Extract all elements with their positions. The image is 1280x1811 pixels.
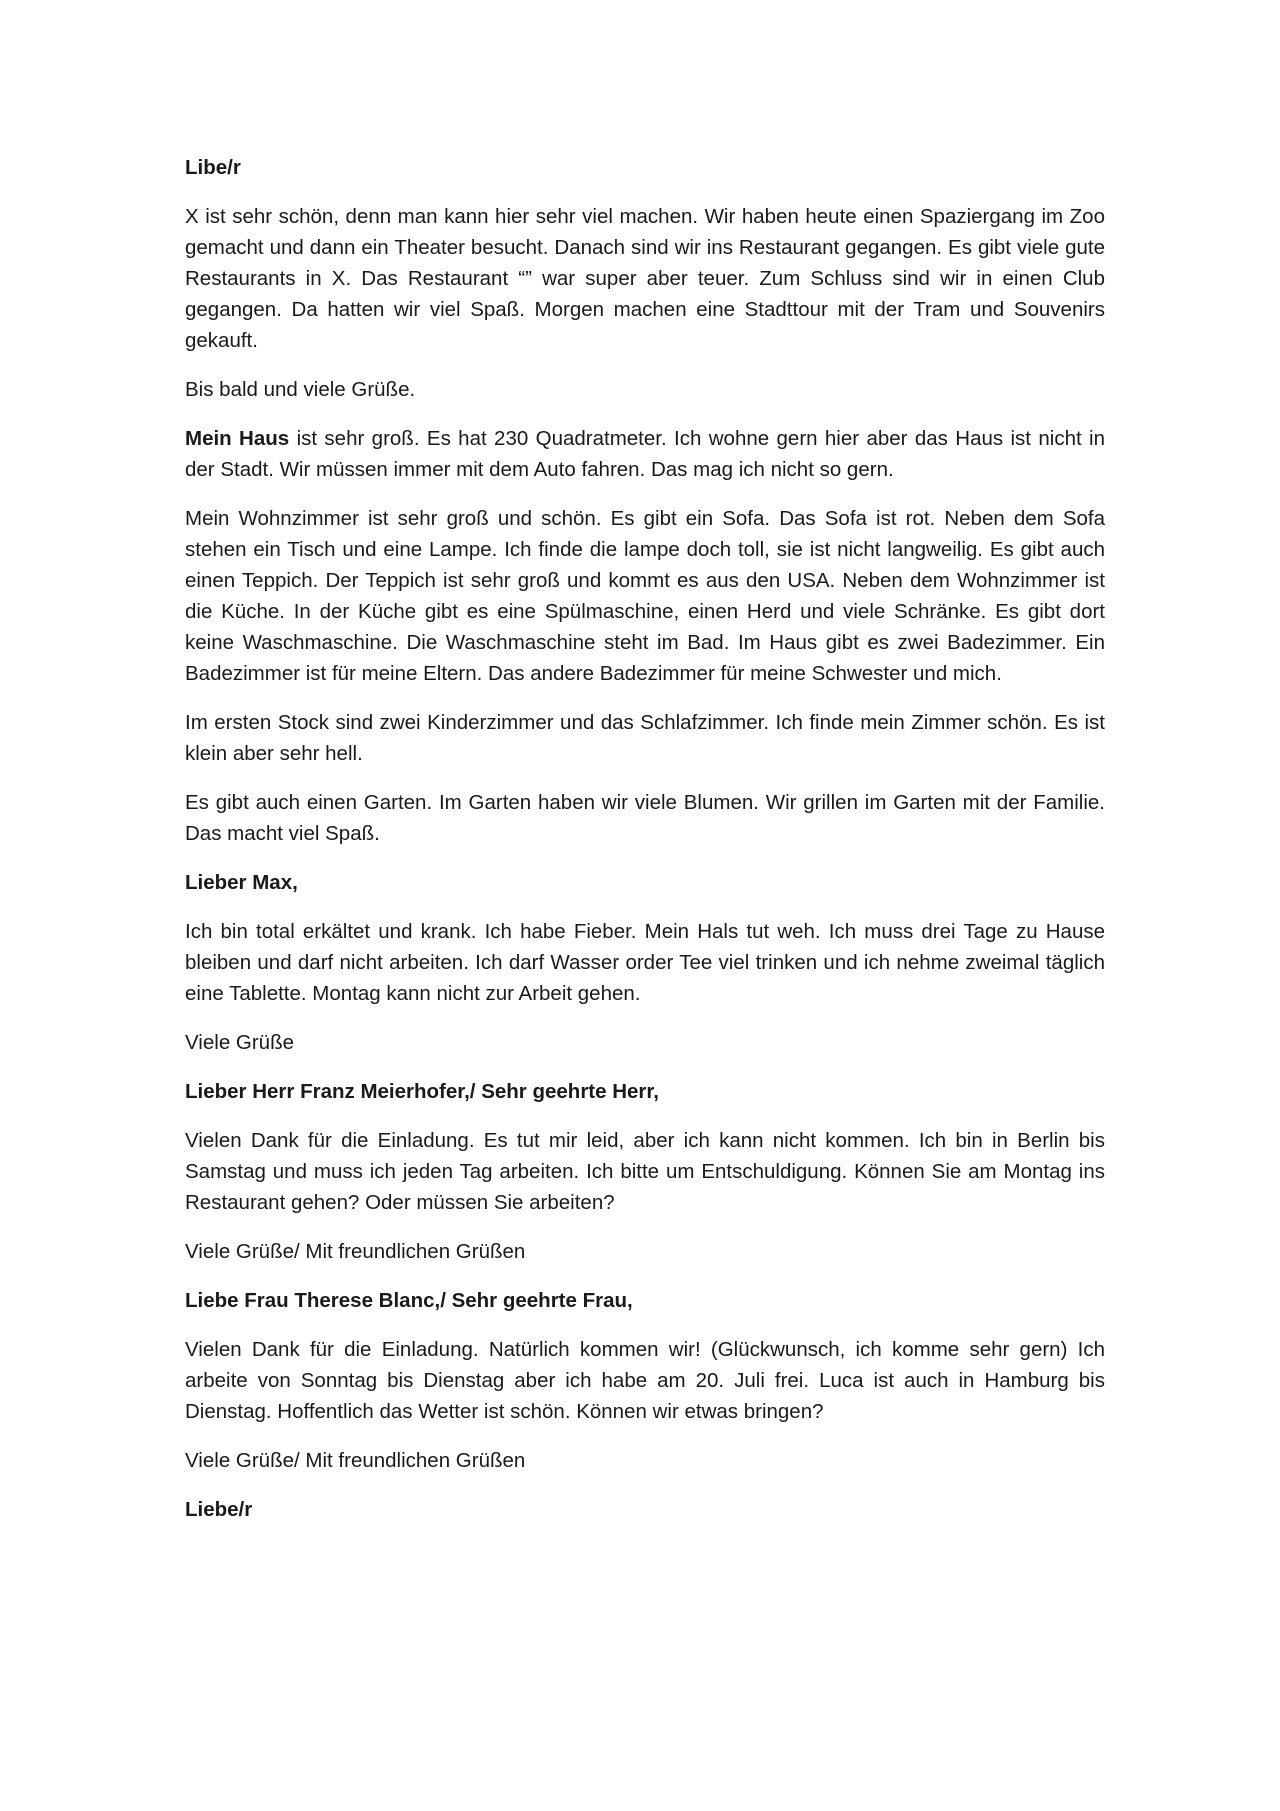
greeting-heading: Lieber Herr Franz Meierhofer,/ Sehr geehrte Herr, bbox=[185, 1080, 659, 1103]
closing-line: Viele Grüße/ Mit freundlichen Grüßen bbox=[185, 1240, 526, 1263]
closing-line: Bis bald und viele Grüße. bbox=[185, 378, 416, 401]
greeting-heading: Liebe Frau Therese Blanc,/ Sehr geehrte Frau, bbox=[185, 1289, 633, 1312]
closing-line: Viele Grüße/ Mit freundlichen Grüßen bbox=[185, 1449, 526, 1472]
greeting-heading: Liebe/r bbox=[185, 1498, 253, 1521]
bold-lead: Mein Haus bbox=[185, 427, 290, 450]
paragraph: Mein Wohnzimmer ist sehr groß und schön. Es gibt ein Sofa. Das Sofa ist rot. Neben dem Sofa stehen ein Tisch und eine Lampe. Ich finde die lampe doch toll, sie ist nicht langweilig. Es gibt auch einen Teppich. Der Teppich ist sehr groß und kommt es aus den USA. Neben dem Wohnzimmer ist die Küche. In der Küche gibt es eine Spülmaschine, einen Herd und viele Schränke. Es gibt dort keine Waschmaschine. Die Waschmaschine steht im Bad. Im Haus gibt es zwei Badezimmer. Ein Badezimmer ist für meine Eltern. Das andere Badezimmer für meine Schwester und mich. bbox=[185, 507, 1105, 685]
paragraph-text: ist sehr groß. Es hat 230 Quadratmeter. Ich wohne gern hier aber das Haus ist nicht in der Stadt. Wir müssen immer mit dem Auto fahren. Das mag ich nicht so gern. bbox=[185, 427, 1105, 481]
document-page bbox=[185, 152, 1105, 1543]
paragraph: X ist sehr schön, denn man kann hier sehr viel machen. Wir haben heute einen Spaziergang im Zoo gemacht und dann ein Theater besucht. Danach sind wir ins Restaurant gegangen. Es gibt viele gute Restaurants in X. Das Restaurant “” war super aber teuer. Zum Schluss sind wir in einen Club gegangen. Da hatten wir viel Spaß. Morgen machen eine Stadttour mit der Tram und Souvenirs gekauft. bbox=[185, 205, 1105, 352]
paragraph: Im ersten Stock sind zwei Kinderzimmer und das Schlafzimmer. Ich finde mein Zimmer schön. Es ist klein aber sehr hell. bbox=[185, 711, 1105, 765]
paragraph-with-bold-lead bbox=[185, 423, 1105, 485]
greeting-heading: Libe/r bbox=[185, 156, 241, 179]
greeting-heading: Lieber Max, bbox=[185, 871, 298, 894]
paragraph: Es gibt auch einen Garten. Im Garten haben wir viele Blumen. Wir grillen im Garten mit der Familie. Das macht viel Spaß. bbox=[185, 791, 1105, 845]
paragraph: Vielen Dank für die Einladung. Es tut mir leid, aber ich kann nicht kommen. Ich bin in Berlin bis Samstag und muss ich jeden Tag arbeiten. Ich bitte um Entschuldigung. Können Sie am Montag ins Restaurant gehen? Oder müssen Sie arbeiten? bbox=[185, 1129, 1105, 1214]
paragraph: Vielen Dank für die Einladung. Natürlich kommen wir! (Glückwunsch, ich komme sehr gern) Ich arbeite von Sonntag bis Dienstag aber ich habe am 20. Juli frei. Luca ist auch in Hamburg bis Dienstag. Hoffentlich das Wetter ist schön. Können wir etwas bringen? bbox=[185, 1338, 1105, 1423]
closing-line: Viele Grüße bbox=[185, 1031, 295, 1054]
paragraph: Ich bin total erkältet und krank. Ich habe Fieber. Mein Hals tut weh. Ich muss drei Tage zu Hause bleiben und darf nicht arbeiten. Ich darf Wasser order Tee viel trinken und ich nehme zweimal täglich eine Tablette. Montag kann nicht zur Arbeit gehen. bbox=[185, 920, 1105, 1005]
